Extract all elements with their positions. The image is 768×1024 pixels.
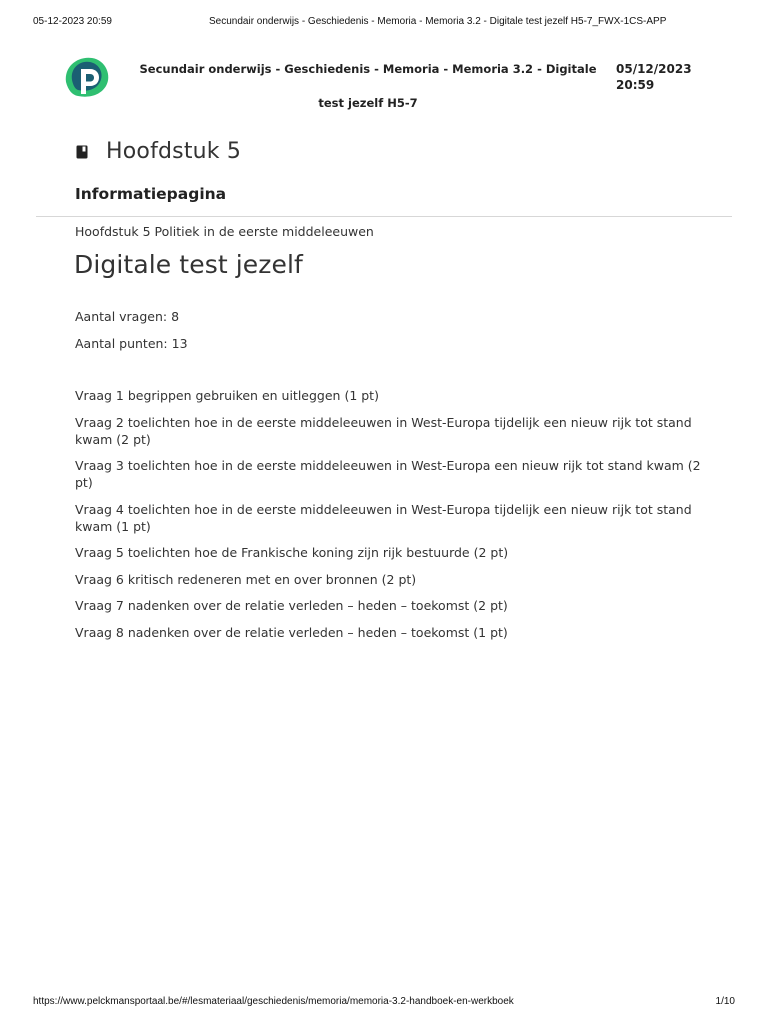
point-count: Aantal punten: 13 bbox=[75, 336, 188, 351]
print-footer bbox=[33, 996, 735, 1010]
question-list bbox=[75, 387, 715, 650]
page-number: 1/10 bbox=[715, 996, 735, 1007]
page-title: Digitale test jezelf bbox=[74, 250, 303, 279]
print-title: Secundair onderwijs - Geschiedenis - Memoria - Memoria 3.2 - Digitale test jezelf H5-7_FWX-1CS-APP bbox=[209, 16, 667, 27]
divider bbox=[36, 216, 732, 217]
question-item: Vraag 3 toelichten hoe in de eerste middeleeuwen in West-Europa een nieuw rijk tot stand kwam (2 pt) bbox=[75, 458, 701, 490]
question-item: Vraag 7 nadenken over de relatie verleden – heden – toekomst (2 pt) bbox=[75, 598, 508, 613]
question-item: Vraag 2 toelichten hoe in de eerste middeleeuwen in West-Europa tijdelijk een nieuw rijk tot stand kwam (2 pt) bbox=[75, 414, 692, 447]
document-title: Secundair onderwijs - Geschiedenis - Memoria - Memoria 3.2 - Digitale test jezelf H5-7 bbox=[139, 62, 597, 110]
question-count: Aantal vragen: 8 bbox=[75, 309, 180, 324]
document-date: 05/12/2023 bbox=[616, 62, 692, 76]
chapter-subtitle: Hoofdstuk 5 Politiek in de eerste middeleeuwen bbox=[75, 224, 374, 239]
document-time: 20:59 bbox=[616, 78, 655, 92]
document-datetime bbox=[616, 61, 692, 93]
print-datetime: 05-12-2023 20:59 bbox=[33, 16, 112, 27]
pelckmans-logo-icon bbox=[62, 54, 112, 100]
chapter-title: Hoofdstuk 5 bbox=[106, 139, 242, 164]
question-item: Vraag 4 toelichten hoe in de eerste middeleeuwen in West-Europa tijdelijk een nieuw rijk tot stand kwam (1 pt) bbox=[75, 501, 692, 534]
print-url: https://www.pelckmansportaal.be/#/lesmateriaal/geschiedenis/memoria/memoria-3.2-handboek-en-werkboek bbox=[33, 996, 514, 1007]
question-item: Vraag 1 begrippen gebruiken en uitleggen (1 pt) bbox=[75, 388, 379, 403]
chapter-heading bbox=[76, 139, 241, 164]
section-heading: Informatiepagina bbox=[75, 185, 227, 203]
question-item: Vraag 6 kritisch redeneren met en over bronnen (2 pt) bbox=[75, 571, 417, 587]
question-item: Vraag 8 nadenken over de relatie verleden – heden – toekomst (1 pt) bbox=[75, 624, 508, 640]
question-item: Vraag 5 toelichten hoe de Frankische koning zijn rijk bestuurde (2 pt) bbox=[75, 545, 509, 560]
print-header bbox=[33, 16, 735, 30]
book-icon bbox=[76, 145, 88, 159]
